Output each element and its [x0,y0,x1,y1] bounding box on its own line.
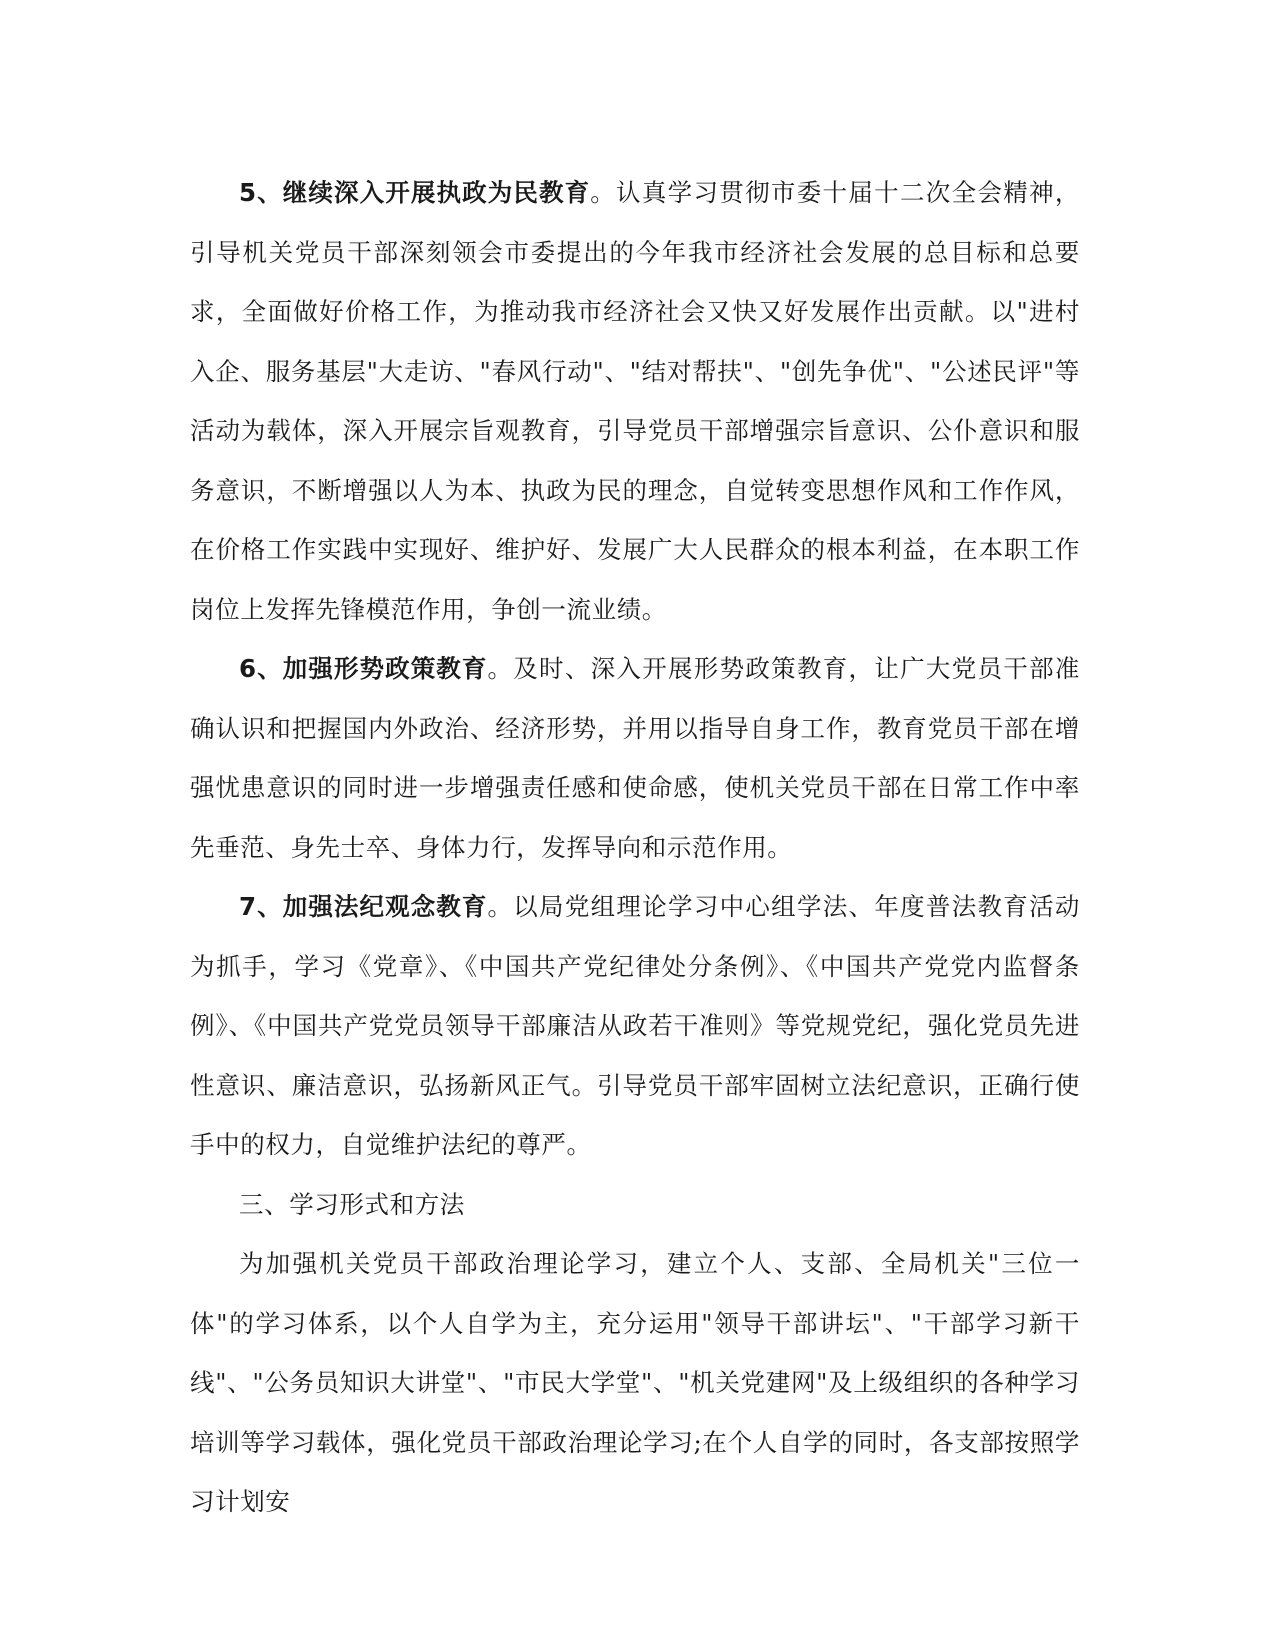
paragraph-7 [190,877,1080,1175]
final-paragraph: 为加强机关党员干部政治理论学习，建立个人、支部、全局机关"三位一体"的学习体系，以个人自学为主，充分运用"领导干部讲坛"、"干部学习新干线"、"公务员知识大讲堂"、"市民大学堂"、"机关党建网"及上级组织的各种学习培训等学习载体，强化党员干部政治理论学习;在个人自学的同时，各支部按照学习计划安 [190,1249,1080,1516]
paragraph-7-text: 。以局党组理论学习中心组学法、年度普法教育活动为抓手，学习《党章》、《中国共产党纪律处分条例》、《中国共产党党内监督条例》、《中国共产党党员领导干部廉洁从政若干准则》等党规党纪，强化党员先进性意识、廉洁意识，弘扬新风正气。引导党员干部牢固树立法纪意识，正确行使手中的权力，自觉维护法纪的尊严。 [190,892,1080,1159]
paragraph-5 [190,163,1080,639]
paragraph-6-heading: 6、加强形势政策教育 [239,654,488,683]
paragraph-6-text: 。及时、深入开展形势政策教育，让广大党员干部准确认识和把握国内外政治、经济形势，并用以指导自身工作，教育党员干部在增强忧患意识的同时进一步增强责任感和使命感，使机关党员干部在日常工作中率先垂范、身先士卒、身体力行，发挥导向和示范作用。 [190,654,1080,862]
paragraph-7-heading: 7、加强法纪观念教育 [239,892,488,921]
section-title: 三、学习形式和方法 [239,1189,465,1219]
paragraph-6 [190,639,1080,877]
paragraph-5-heading: 5、继续深入开展执政为民教育 [239,178,591,207]
document-body [190,163,1080,1532]
paragraph-5-text: 。认真学习贯彻市委十届十二次全会精神，引导机关党员干部深刻领会市委提出的今年我市经济社会发展的总目标和总要求，全面做好价格工作，为推动我市经济社会又快又好发展作出贡献。以"进村入企、服务基层"大走访、"春风行动"、"结对帮扶"、"创先争优"、"公述民评"等活动为载体，深入开展宗旨观教育，引导党员干部增强宗旨意识、公仆意识和服务意识，不断增强以人为本、执政为民的理念，自觉转变思想作风和工作作风，在价格工作实践中实现好、维护好、发展广大人民群众的根本利益，在本职工作岗位上发挥先锋模范作用，争创一流业绩。 [190,178,1080,624]
